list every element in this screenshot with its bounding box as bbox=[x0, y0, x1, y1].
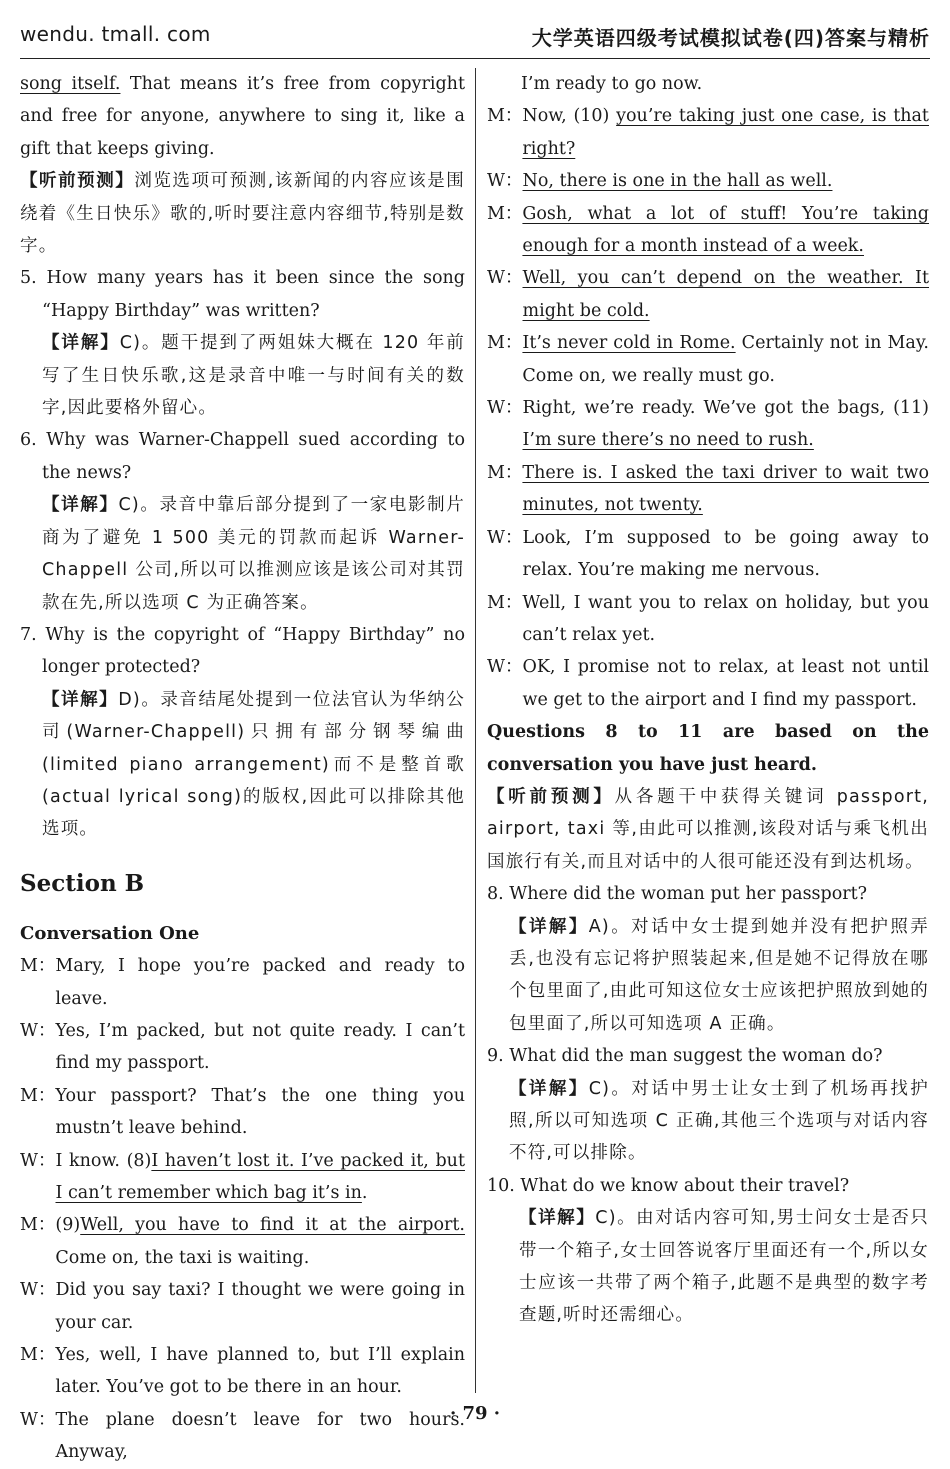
line-text: OK, I promise not to relax, at least not until we get to the airport and I find my passport. bbox=[522, 657, 929, 710]
speaker: W： bbox=[20, 1020, 56, 1041]
speaker: W： bbox=[487, 171, 523, 192]
prediction-tag: 【听前预测】 bbox=[20, 171, 135, 192]
dialogue-line bbox=[487, 327, 929, 392]
line-text: Well, I want you to relax on holiday, but you can’t relax yet. bbox=[522, 592, 929, 645]
answer-text: D)。录音结尾处提到一位法官认为华纳公司(Warner-Chappell)只拥有部分钢琴编曲(limited piano arrangement)而不是整首歌(actual lyrical song)的版权,因此可以排除其他选项。 bbox=[42, 689, 465, 840]
answer-tag: 【详解】 bbox=[509, 1078, 589, 1099]
column-divider bbox=[475, 68, 476, 1393]
answer-text: C)。对话中男士让女士到了机场再找护照,所以可知选项 C 正确,其他三个选项与对话内容不符,可以排除。 bbox=[509, 1078, 929, 1164]
answer-text: A)。对话中女士提到她并没有把护照弄丢,也没有忘记将护照装起来,但是她不记得放在哪个包里面了,由此可知这位女士应该把护照放到她的包里面了,所以可知选项 A 正确。 bbox=[509, 916, 929, 1034]
speaker: M： bbox=[487, 462, 523, 483]
speaker: M： bbox=[487, 333, 523, 354]
speaker: W： bbox=[487, 268, 523, 289]
speaker: W： bbox=[487, 657, 523, 678]
line-text: Now, (10) bbox=[522, 106, 610, 127]
line-text: I’m ready to go now. bbox=[521, 74, 703, 94]
answer-tag: 【详解】 bbox=[509, 916, 589, 937]
answer-text: C)。由对话内容可知,男士问女士是否只带一个箱子,女士回答说客厅里面还有一个,所以女士应该一共带了两个箱子,此题不是典型的数字考查题,听时还需细心。 bbox=[519, 1208, 929, 1326]
underlined-answer: I haven’t lost it. I’ve packed it, but I can’t remember which bag it’s in bbox=[55, 1150, 465, 1203]
dialogue-line bbox=[487, 198, 929, 263]
site-url: wendu. tmall. com bbox=[20, 22, 211, 46]
underlined-answer: you’re taking just one case, is that right? bbox=[522, 106, 929, 159]
answer-7 bbox=[20, 684, 465, 846]
answer-9 bbox=[487, 1073, 929, 1170]
underlined-answer: It’s never cold in Rome. bbox=[522, 333, 736, 354]
speaker: M： bbox=[20, 1215, 56, 1236]
dialogue-line bbox=[20, 1274, 465, 1339]
dialogue-line bbox=[487, 587, 929, 652]
line-text: Yes, I’m packed, but not quite ready. I can’t find my passport. bbox=[55, 1020, 465, 1074]
answer-text: C)。题干提到了两姐妹大概在 120 年前写了生日快乐歌,这是录音中唯一与时间有关的数字,因此要格外留心。 bbox=[42, 333, 465, 419]
dialogue-line bbox=[20, 1080, 465, 1145]
answer-5 bbox=[20, 327, 465, 424]
line-text: Certainly not in May. Come on, we really must go. bbox=[522, 333, 929, 386]
question-5: 5. How many years has it been since the song “Happy Birthday” was written? bbox=[20, 268, 465, 321]
speaker: W： bbox=[20, 1150, 56, 1171]
question-6: 6. Why was Warner-Chappell sued according to the news? bbox=[20, 430, 465, 483]
right-column bbox=[487, 68, 929, 1399]
line-text: Come on, the taxi is waiting. bbox=[55, 1247, 310, 1268]
line-text: Mary, I hope you’re packed and ready to leave. bbox=[55, 956, 465, 1009]
answer-tag: 【详解】 bbox=[42, 333, 120, 354]
book-title: 大学英语四级考试模拟试卷(四)答案与精析 bbox=[531, 26, 930, 50]
underlined-answer: There is. I asked the taxi driver to wait two minutes, not twenty. bbox=[522, 462, 929, 516]
left-column bbox=[20, 68, 465, 1463]
line-text: Look, I’m supposed to be going away to relax. You’re making me nervous. bbox=[522, 527, 929, 581]
prediction-paragraph bbox=[487, 781, 929, 878]
page-header bbox=[20, 20, 930, 59]
dialogue-line bbox=[20, 1015, 465, 1080]
answer-8 bbox=[487, 911, 929, 1041]
answer-10 bbox=[487, 1202, 929, 1332]
dialogue-line bbox=[487, 651, 929, 716]
section-title: Section B bbox=[20, 869, 145, 897]
dialogue-line bbox=[487, 392, 929, 457]
conversation-title: Conversation One bbox=[20, 922, 200, 944]
dialogue-line bbox=[20, 1209, 465, 1274]
line-text: Your passport? That’s the one thing you mustn’t leave behind. bbox=[55, 1085, 465, 1139]
prediction-text: 从各题干中获得关键词 passport, airport, taxi 等,由此可以推测,该段对话与乘飞机出国旅行有关,而且对话中的人很可能还没有到达机场。 bbox=[487, 786, 929, 872]
underlined-answer: Gosh, what a lot of stuff! You’re taking enough for a month instead of a week. bbox=[522, 203, 929, 257]
prediction-text: 浏览选项可预测,该新闻的内容应该是围绕着《生日快乐》歌的,听时要注意内容细节,特别是数字。 bbox=[20, 171, 465, 257]
speaker: W： bbox=[20, 1409, 56, 1430]
dialogue-line bbox=[487, 522, 929, 587]
answer-tag: 【详解】 bbox=[42, 689, 119, 710]
line-text: (9) bbox=[55, 1215, 81, 1236]
dialogue-line bbox=[487, 165, 929, 197]
intro-underlined: song itself. bbox=[20, 74, 121, 94]
line-text: Right, we’re ready. We’ve got the bags, (11) bbox=[522, 398, 929, 419]
speaker: M： bbox=[487, 106, 523, 127]
speaker: W： bbox=[487, 527, 523, 548]
speaker: W： bbox=[20, 1280, 56, 1301]
underlined-answer: I’m sure there’s no need to rush. bbox=[522, 430, 814, 451]
speaker: M： bbox=[487, 592, 523, 613]
speaker: M： bbox=[20, 956, 56, 977]
dialogue-line bbox=[487, 100, 929, 165]
question-10: 10. What do we know about their travel? bbox=[487, 1175, 850, 1196]
speaker: M： bbox=[487, 203, 523, 224]
dialogue-line bbox=[487, 262, 929, 327]
dialogue-line bbox=[20, 1145, 465, 1210]
prediction-tag: 【听前预测】 bbox=[487, 786, 615, 807]
line-text: Yes, well, I have planned to, but I’ll explain later. You’ve got to be there in an hour. bbox=[55, 1345, 465, 1398]
question-8: 8. Where did the woman put her passport? bbox=[487, 884, 868, 905]
prediction-paragraph bbox=[20, 165, 465, 262]
answer-text: C)。录音中靠后部分提到了一家电影制片商为了避免 1 500 美元的罚款而起诉 Warner-Chappell 公司,所以可以推测应该是该公司对其罚款在先,所以选项 C 为正确答案。 bbox=[42, 495, 465, 613]
line-text: . bbox=[361, 1183, 368, 1203]
dialogue-line bbox=[20, 950, 465, 1015]
question-7: 7. Why is the copyright of “Happy Birthday” no longer protected? bbox=[20, 624, 465, 678]
speaker: M： bbox=[20, 1085, 56, 1106]
question-9: 9. What did the man suggest the woman do? bbox=[487, 1046, 883, 1067]
answer-tag: 【详解】 bbox=[42, 495, 119, 516]
underlined-answer: Well, you have to find it at the airport. bbox=[80, 1215, 465, 1236]
answer-6 bbox=[20, 489, 465, 619]
dialogue-line bbox=[487, 68, 929, 100]
dialogue-line bbox=[487, 457, 929, 522]
dialogue-line bbox=[20, 1339, 465, 1404]
speaker: W： bbox=[487, 398, 523, 419]
underlined-answer: No, there is one in the hall as well. bbox=[522, 171, 833, 192]
line-text: I know. (8) bbox=[55, 1150, 152, 1171]
intro-text: That means it’s free from copyright and free for anyone, anywhere to sing it, like a gift that keeps giving. bbox=[20, 74, 465, 159]
line-text: The plane doesn’t leave for two hours. Anyway, bbox=[55, 1409, 465, 1463]
questions-heading: Questions 8 to 11 are based on the conversation you have just heard. bbox=[487, 722, 929, 775]
page-number: · 79 · bbox=[449, 1403, 501, 1424]
intro-paragraph bbox=[20, 68, 465, 165]
line-text: Did you say taxi? I thought we were going in your car. bbox=[55, 1280, 465, 1333]
underlined-answer: Well, you can’t depend on the weather. It might be cold. bbox=[522, 268, 929, 321]
answer-tag: 【详解】 bbox=[519, 1208, 596, 1229]
speaker: M： bbox=[20, 1345, 56, 1366]
